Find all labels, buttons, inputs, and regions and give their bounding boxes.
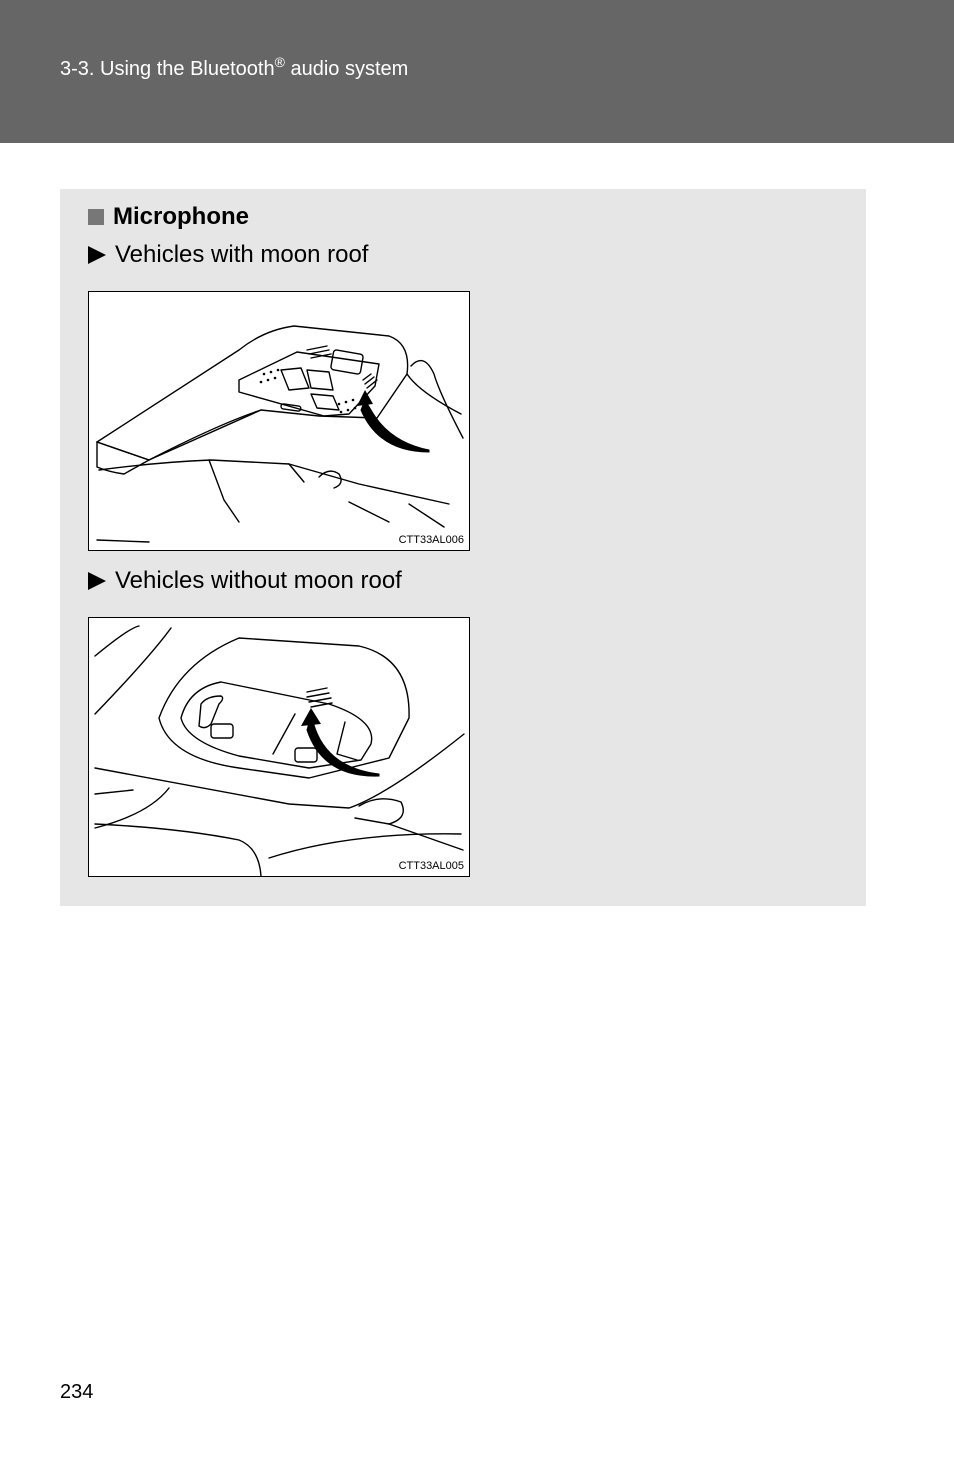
arrow-head-icon [357,390,373,406]
overhead-console-illustration [89,292,469,550]
figure-code: CTT33AL006 [398,534,464,546]
variant-label-text: Vehicles without moon roof [115,567,402,594]
triangle-bullet-icon [88,572,106,590]
arrow-head-icon [301,708,321,726]
page-number: 234 [60,1381,94,1403]
overhead-console-illustration [89,618,469,876]
pointer-arrow-icon [361,400,429,452]
figure-code: CTT33AL005 [398,860,464,872]
section-heading [88,203,249,231]
square-bullet-icon [88,209,104,225]
heading-text: Microphone [113,203,249,230]
triangle-bullet-icon [88,246,106,264]
variant-label-with-moon-roof [88,241,368,269]
figure-with-moon-roof [88,291,470,551]
info-box [60,189,866,906]
registered-mark: ® [274,54,285,70]
section-title: 3-3. Using the Bluetooth® audio system [60,54,409,80]
variant-label-text: Vehicles with moon roof [115,241,369,268]
header-band [0,0,954,143]
variant-label-without-moon-roof [88,567,402,595]
figure-without-moon-roof [88,617,470,877]
